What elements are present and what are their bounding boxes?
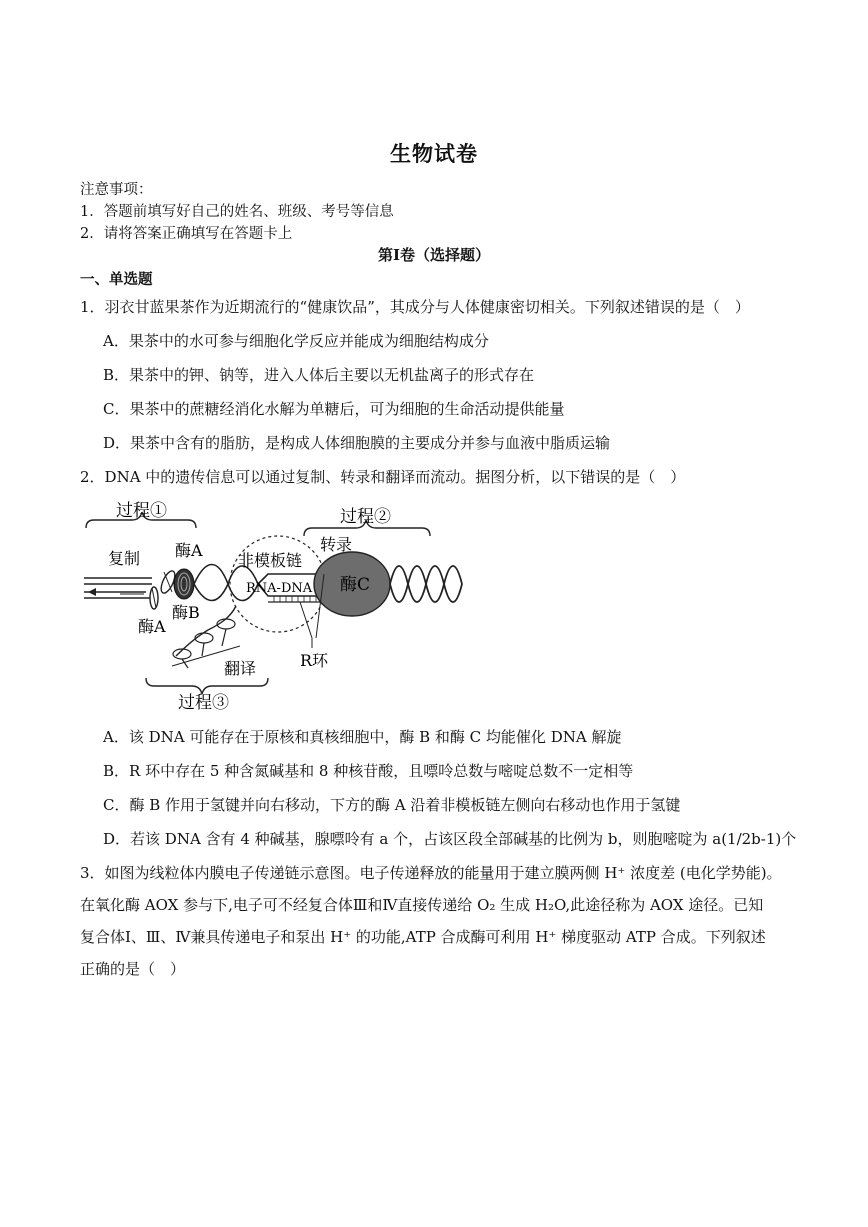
hybrid-label: RNA-DNA xyxy=(246,581,313,596)
question-2-option-c: C．酶 B 作用于氢键并向右移动，下方的酶 A 沿着非模板链左侧向右移动也作用于氢键 xyxy=(103,796,681,814)
page-title: 生物试卷 xyxy=(390,141,478,166)
question-2-option-a: A．该 DNA 可能存在于原核和真核细胞中，酶 B 和酶 C 均能催化 DNA 解旋 xyxy=(103,728,622,746)
question-1-option-a: A．果茶中的水可参与细胞化学反应并能成为细胞结构成分 xyxy=(103,332,489,350)
question-1-stem: 1．羽衣甘蓝果茶作为近期流行的“健康饮品”，其成分与人体健康密切相关。下列叙述错误的是（ ） xyxy=(80,298,750,316)
rloop-label: R环 xyxy=(300,651,329,670)
question-2-stem: 2．DNA 中的遗传信息可以通过复制、转录和翻译而流动。据图分析，以下错误的是（ ） xyxy=(80,468,686,486)
question-3-line-4: 正确的是（ ） xyxy=(80,960,186,978)
question-1-option-c: C．果茶中的蔗糖经消化水解为单糖后，可为细胞的生命活动提供能量 xyxy=(103,400,565,418)
section-title: 第Ⅰ卷（选择题） xyxy=(377,246,491,264)
process1-label: 过程① xyxy=(116,501,167,521)
question-2-option-d: D．若该 DNA 含有 4 种碱基，腺嘌呤有 a 个，占该区段全部碱基的比例为 b，则胞嘧啶为 a(1/2b-1)个 xyxy=(103,830,797,848)
enzyme-a-bottom-label: 酶A xyxy=(138,617,166,636)
notice-item-1: 1．答题前填写好自己的姓名、班级、考号等信息 xyxy=(80,204,394,220)
question-3-line-1: 3．如图为线粒体内膜电子传递链示意图。电子传递释放的能量用于建立膜两侧 H⁺ 浓度差 (电化学势能)。 xyxy=(80,864,782,882)
enzyme-b-shape xyxy=(174,569,194,599)
nontemplate-label: 非模板链 xyxy=(238,551,303,570)
part-heading: 一、单选题 xyxy=(80,271,153,288)
question-2-option-b: B．R 环中存在 5 种含氮碱基和 8 种核苷酸，且嘌呤总数与嘧啶总数不一定相等 xyxy=(103,762,634,780)
dna-flow-diagram xyxy=(80,498,470,710)
question-3-line-3: 复合体Ⅰ、Ⅲ、Ⅳ兼具传递电子和泵出 H⁺ 的功能,ATP 合成酶可利用 H⁺ 梯度驱动 ATP 合成。下列叙述 xyxy=(80,928,766,946)
translation-label: 翻译 xyxy=(224,659,257,678)
enzyme-c-label: 酶C xyxy=(340,575,371,595)
enzyme-b-label: 酶B xyxy=(172,603,200,622)
transcription-label: 转录 xyxy=(320,535,353,554)
question-1-option-b: B．果茶中的钾、钠等，进入人体后主要以无机盐离子的形式存在 xyxy=(103,366,535,384)
enzyme-a-top-label: 酶A xyxy=(175,541,203,560)
question-3-line-2: 在氧化酶 AOX 参与下,电子可不经复合体Ⅲ和Ⅳ直接传递给 O₂ 生成 H₂O,此途径称为 AOX 途径。已知 xyxy=(80,896,764,914)
notice-heading: 注意事项： xyxy=(80,182,153,198)
question-1-option-d: D．果茶中含有的脂肪，是构成人体细胞膜的主要成分并参与血液中脂质运输 xyxy=(103,434,611,452)
notice-item-2: 2．请将答案正确填写在答题卡上 xyxy=(80,226,293,242)
process2-label: 过程② xyxy=(340,507,391,527)
replication-label: 复制 xyxy=(108,549,141,568)
process3-label: 过程③ xyxy=(178,693,229,710)
